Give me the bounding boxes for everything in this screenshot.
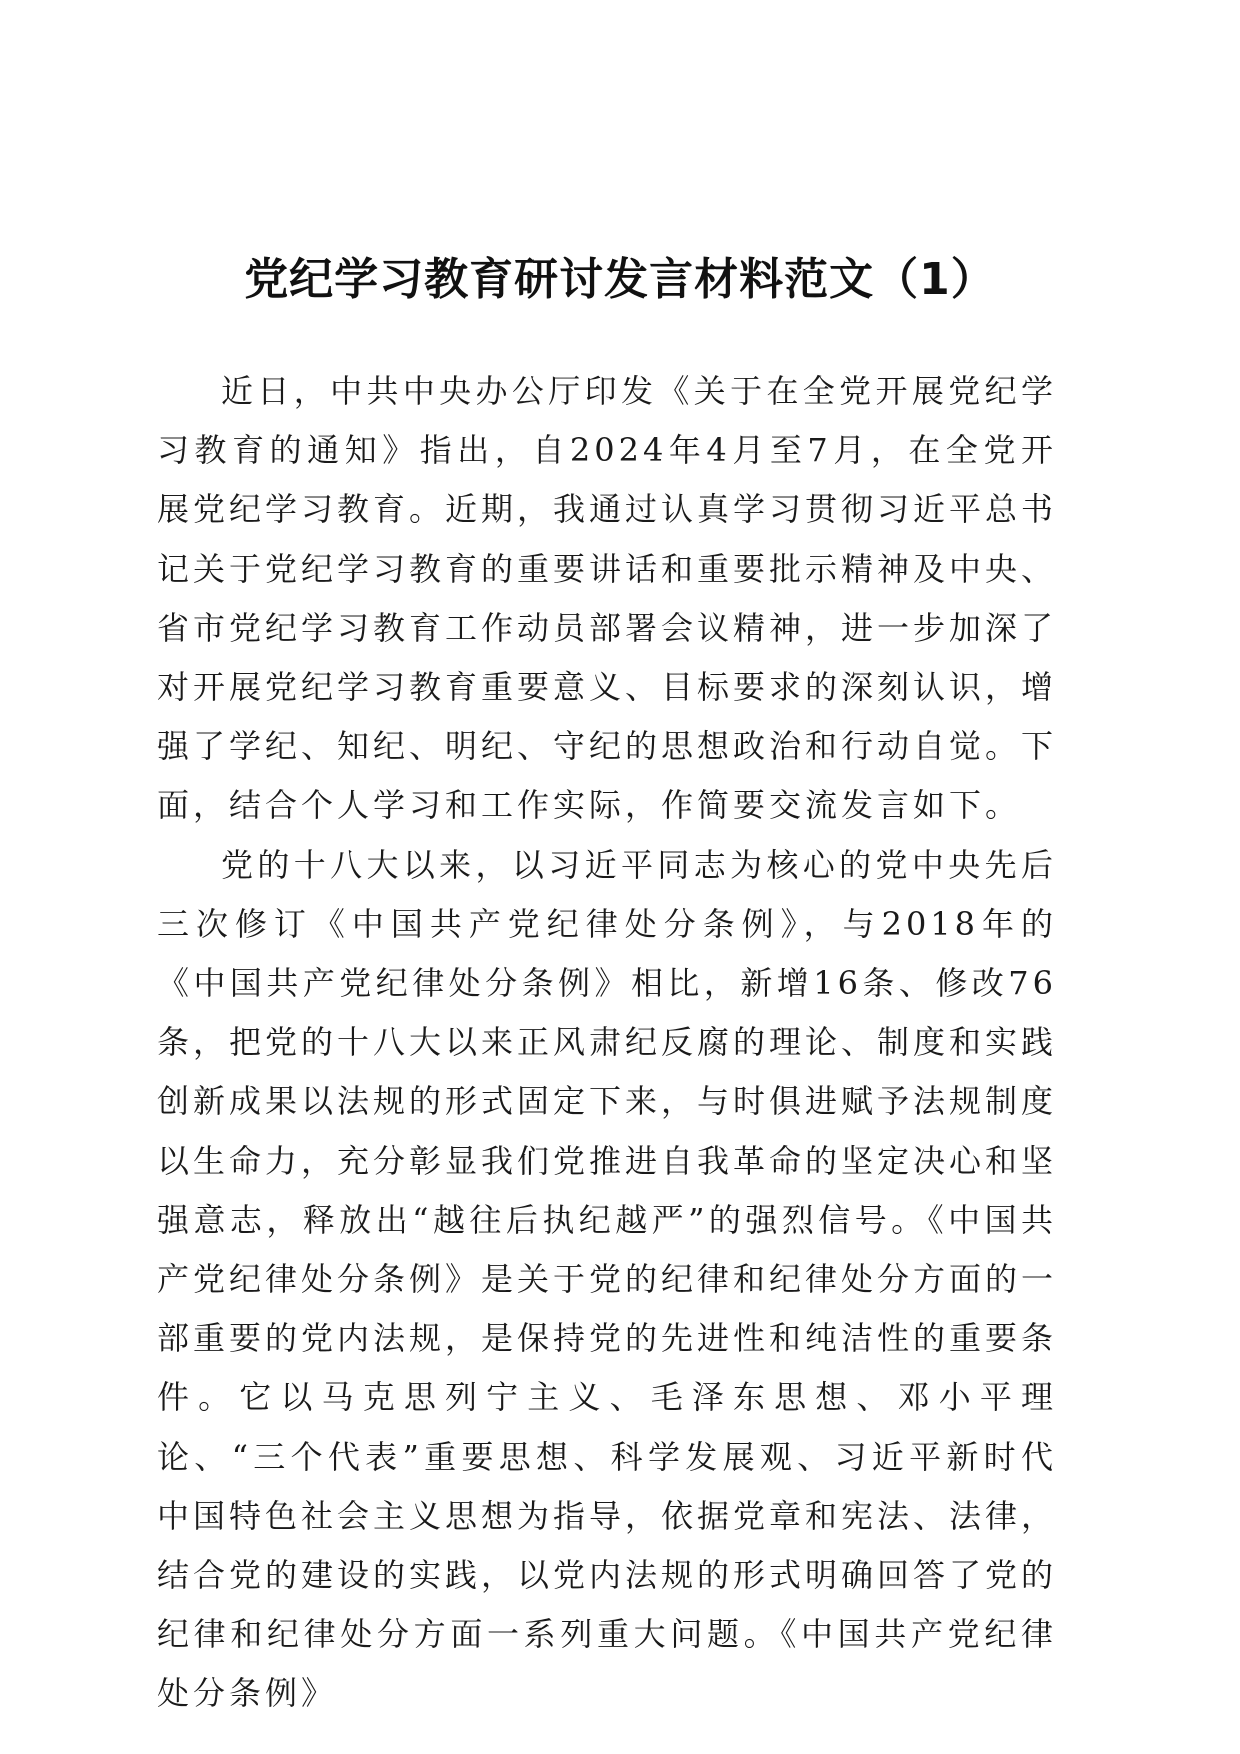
paragraph-regulations: 党的十八大以来，以习近平同志为核心的党中央先后三次修订《中国共产党纪律处分条例》，与2018年的《中国共产党纪律处分条例》相比，新增16条、修改76条，把党的十八大以来正风肃纪反腐的理论、制度和实践创新成果以法规的形式固定下来，与时俱进赋予法规制度以生命力，充分彰显我们党推进自我革命的坚定决心和坚强意志，释放出“越往后执纪越严”的强烈信号。《中国共产党纪律处分条例》是关于党的纪律和纪律处分方面的一部重要的党内法规，是保持党的先进性和纯洁性的重要条件。它以马克思列宁主义、毛泽东思想、邓小平理论、“三个代表”重要思想、科学发展观、习近平新时代中国特色社会主义思想为指导，依据党章和宪法、法律，结合党的建设的实践，以党内法规的形式明确回答了党的纪律和纪律处分方面一系列重大问题。《中国共产党纪律处分条例》 — [157, 845, 1058, 1713]
paragraph-intro: 近日，中共中央办公厅印发《关于在全党开展党纪学习教育的通知》指出，自2024年4月至7月，在全党开展党纪学习教育。近期，我通过认真学习贯彻习近平总书记关于党纪学习教育的重要讲话和重要批示精神及中央、省市党纪学习教育工作动员部署会议精神，进一步加深了对开展党纪学习教育重要意义、目标要求的深刻认识，增强了学纪、知纪、明纪、守纪的思想政治和行动自觉。下面，结合个人学习和工作实际，作简要交流发言如下。 — [157, 372, 1058, 825]
page-title: 党纪学习教育研讨发言材料范文（1） — [244, 254, 996, 305]
document-body — [157, 362, 1057, 1724]
